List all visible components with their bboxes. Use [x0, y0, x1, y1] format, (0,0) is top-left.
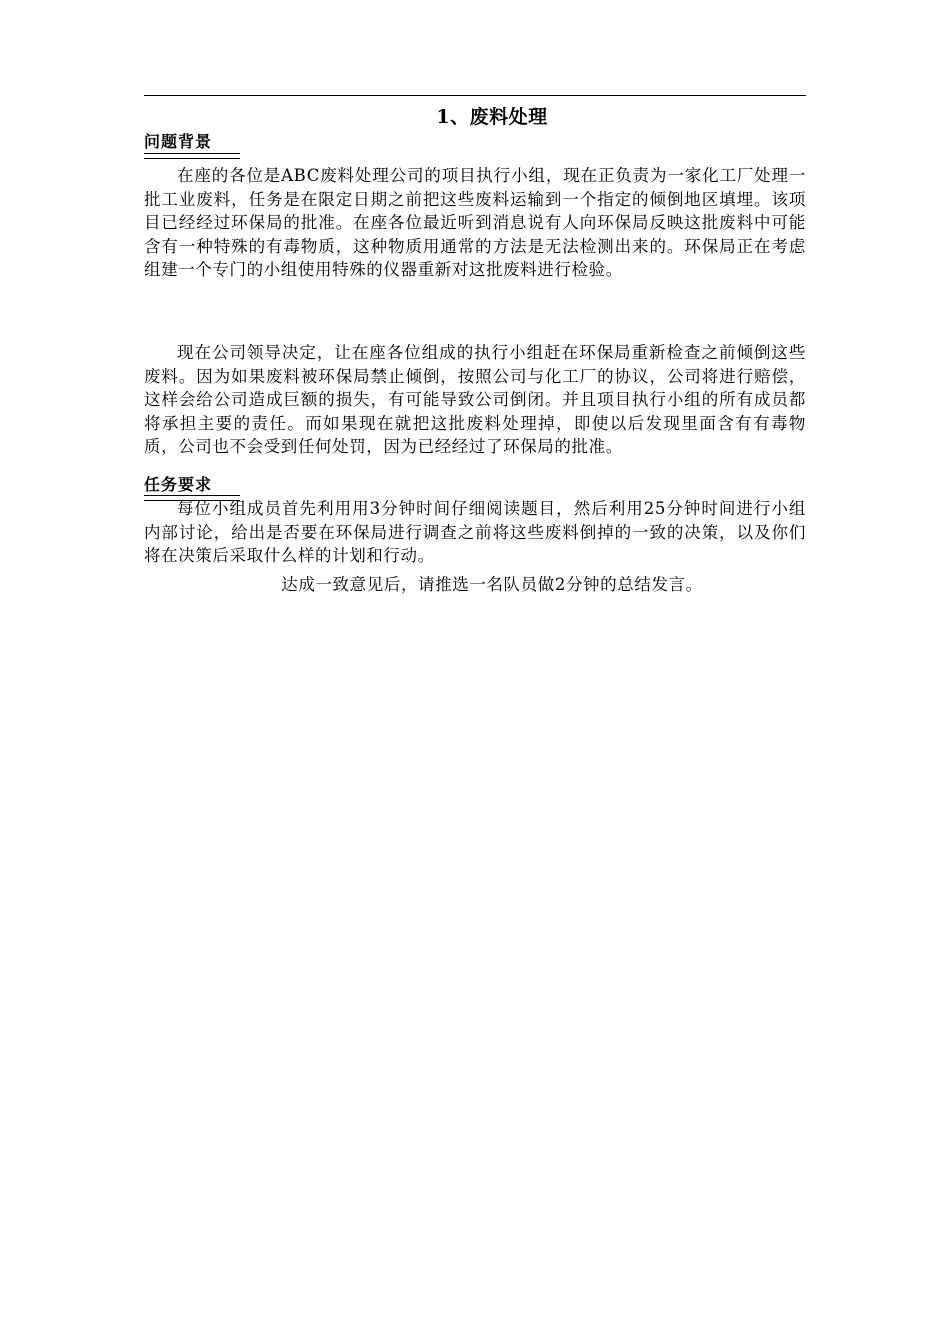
section-heading-background: 问题背景	[144, 132, 213, 151]
background-paragraph-2: 现在公司领导决定，让在座各位组成的执行小组赶在环保局重新检查之前倾倒这些废料。因为如果废料被环保局禁止倾倒，按照公司与化工厂的协议，公司将进行赔偿，这样会给公司造成巨额的损失，有可能导致公司倒闭。并且项目执行小组的所有成员都将承担主要的责任。而如果现在就把这批废料处理掉，即使以后发现里面含有有毒物质，公司也不会受到任何处罚，因为已经经过了环保局的批准。	[144, 343, 806, 457]
document-title: 1、废料处理	[436, 106, 548, 128]
heading-double-underline	[144, 153, 240, 159]
header-rule	[144, 95, 806, 96]
task-paragraph-1: 每位小组成员首先利用用3分钟时间仔细阅读题目，然后利用25分钟时间进行小组内部讨论，给出是否要在环保局进行调查之前将这些废料倒掉的一致的决策，以及你们将在决策后采取什么样的计划和行动。	[144, 499, 806, 566]
background-paragraph-1: 在座的各位是ABC废料处理公司的项目执行小组，现在正负责为一家化工厂处理一批工业废料，任务是在限定日期之前把这些废料运输到一个指定的倾倒地区填埋。该项目已经经过环保局的批准。在座各位最近听到消息说有人向环保局反映这批废料中可能含有一种特殊的有毒物质，这种物质用通常的方法是无法检测出来的。环保局正在考虑组建一个专门的小组使用特殊的仪器重新对这批废料进行检验。	[144, 166, 806, 280]
section-heading-task: 任务要求	[144, 475, 213, 494]
task-paragraph-2: 达成一致意见后，请推选一名队员做2分钟的总结发言。	[281, 575, 703, 594]
